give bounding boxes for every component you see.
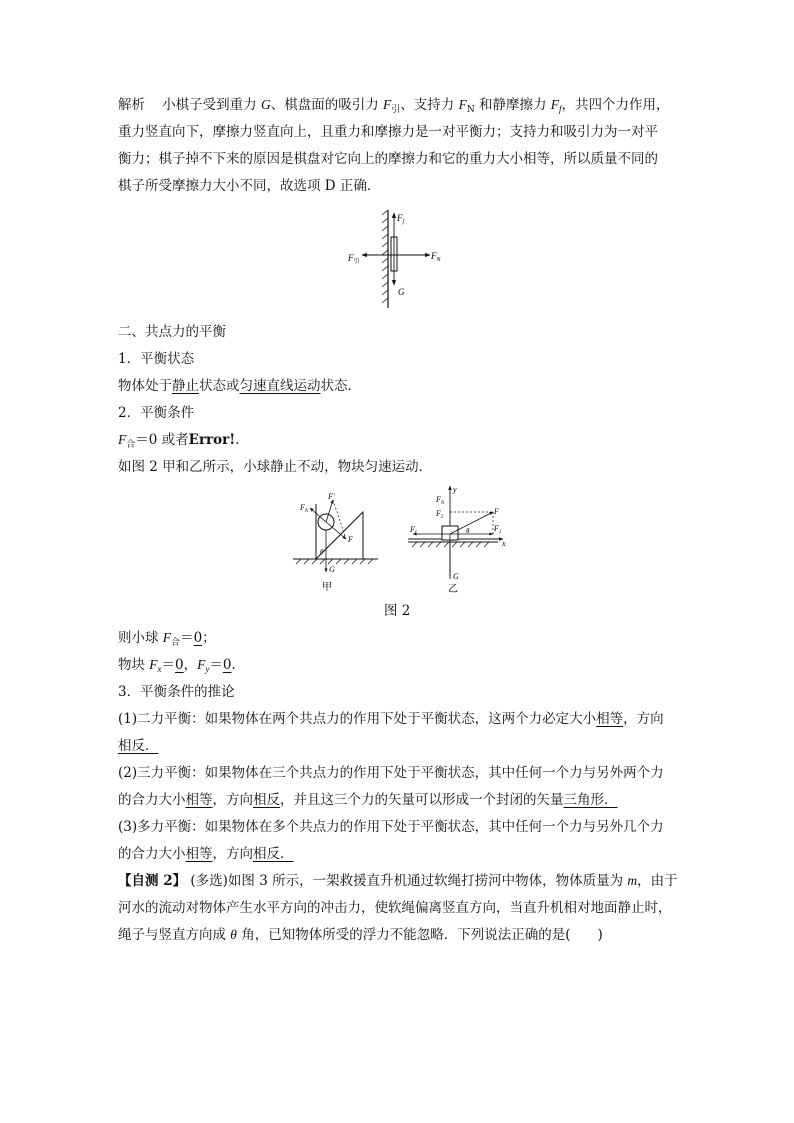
label-Fprime: F′ [328, 492, 335, 501]
subscript: 引 [391, 105, 401, 115]
text: (多选)如图 3 所示，一架救援直升机通过软绳打捞河中物体，物体质量为 [186, 873, 628, 889]
label-Fyin: $F_引$ [348, 253, 360, 265]
subscript: N [466, 105, 475, 115]
p3-item1-line1 [118, 709, 664, 729]
text: ＝0 或者 [135, 432, 189, 448]
subscript: 合 [126, 440, 136, 450]
text: ． [235, 432, 249, 448]
answer-zero: 0 [222, 657, 232, 673]
label-F2: $F_2$ [436, 509, 444, 520]
label-theta: θ [320, 548, 324, 556]
label-G: G [453, 572, 459, 581]
p1-title: 1．平衡状态 [118, 351, 195, 367]
answer-triangle: 三角形． [563, 792, 618, 808]
symbol-F: F [197, 657, 206, 672]
symbol-G: G [260, 97, 271, 112]
analysis-line-3: 衡力；棋子掉不下来的原因是棋盘对它向上的摩擦力和它的重力大小相等，所以质量不同的 [118, 151, 658, 167]
label-F: F [494, 507, 499, 516]
label-Ff: $F_f$ [397, 213, 405, 225]
text: 、棋盘面的吸引力 [270, 97, 384, 113]
p2-condition [118, 430, 249, 455]
label-FN: $F_N$ [436, 495, 445, 506]
answer-uniform-motion: 匀速直线运动 [239, 378, 321, 394]
text: 物块 [118, 657, 150, 673]
text: ，由于 [637, 873, 678, 889]
label-theta: θ [466, 527, 470, 535]
symbol-F: F [162, 630, 172, 645]
text: 的合力大小 [118, 846, 186, 862]
subscript: x [157, 664, 162, 674]
symbol-F: F [149, 657, 158, 672]
text: ， [183, 657, 198, 673]
symbol-F: F [458, 97, 467, 112]
label-x: x [502, 539, 506, 548]
error-text: Error! [188, 432, 236, 448]
selftest-line-1 [118, 871, 678, 891]
text: ，共四个力作用， [561, 97, 670, 113]
symbol-F: F [118, 432, 127, 447]
answer-opposite: 相反． [118, 738, 159, 754]
label-Ff: $F_f$ [410, 525, 417, 536]
text: (1)二力平衡：如果物体在两个共点力的作用下处于平衡状态，这两个力必定大小 [118, 711, 597, 727]
label-G: G [398, 287, 405, 297]
text: . [231, 657, 236, 673]
figure-2 [288, 484, 528, 604]
symbol-F: F [383, 97, 392, 112]
figure-yi [408, 485, 506, 595]
p3-item2-line1: (2)三力平衡：如果物体在三个共点力的作用下处于平衡状态，其中任何一个力与另外两个力 [118, 765, 664, 781]
text: ； [202, 630, 216, 646]
text: ，方向 [212, 792, 253, 808]
figure-chess-piece-forces [340, 205, 450, 315]
text: ＝ [161, 657, 176, 673]
answer-opposite: 相反． [253, 846, 294, 862]
text: ，方向 [212, 846, 253, 862]
label-y: y [453, 485, 457, 494]
figure-caption: 图 2 [384, 603, 411, 619]
force-F [450, 512, 493, 534]
subscript: 合 [171, 638, 181, 648]
text: ，并且这三个力的矢量可以形成一个封闭的矢量 [280, 792, 564, 808]
label-F: F [348, 535, 353, 544]
subscript: y [205, 664, 210, 674]
answer-zero: 0 [175, 657, 184, 673]
text: 和静摩擦力 [474, 97, 551, 113]
board-hatching [382, 210, 388, 303]
text: 则小球 [118, 630, 163, 646]
section-title: 二、共点力的平衡 [118, 324, 226, 340]
caption-yi: 乙 [448, 584, 458, 595]
p3-item3-line1: (3)多力平衡：如果物体在多个共点力的作用下处于平衡状态，其中任何一个力与另外几个力 [118, 819, 664, 835]
text: 绳子与竖直方向成 [118, 927, 231, 943]
caption-jia: 甲 [322, 582, 332, 593]
selftest-tag: 【自测 2】 [118, 873, 187, 889]
selftest-line-2: 河水的流动对物体产生水平方向的冲击力，使软绳偏离竖直方向，当直升机相对地面静止时， [118, 900, 672, 916]
subscript: f [559, 104, 562, 114]
text: 状态或 [199, 378, 240, 394]
answer-static: 静止 [172, 378, 199, 394]
text: 小棋子受到重力 [162, 97, 261, 113]
analysis-line-1 [118, 95, 670, 120]
p3-item2-line2 [118, 790, 618, 810]
answer-equal: 相等 [185, 846, 213, 862]
text: 角，已知物体所受的浮力不能忽略．下列说法正确的是( ) [236, 927, 603, 943]
symbol-m: m [627, 873, 638, 888]
analysis-line-2: 重力竖直向下，摩擦力竖直向上，且重力和摩擦力是一对平衡力；支持力和吸引力为一对平 [118, 124, 658, 140]
p3-item1-line2 [118, 736, 159, 756]
label-F1: $F_1$ [494, 524, 502, 535]
analysis-line-4: 棋子所受摩擦力大小不同，故选项 D 正确． [118, 178, 381, 194]
text: 的合力大小 [118, 792, 186, 808]
text: 物体处于 [118, 378, 172, 394]
p3-item3-line2 [118, 844, 294, 864]
p3-title: 3．平衡条件的推论 [118, 684, 235, 700]
answer-zero: 0 [193, 630, 203, 646]
text: ＝ [209, 657, 223, 673]
ball-result [118, 628, 216, 653]
text: ，方向 [623, 711, 664, 727]
label-FN: $F_N$ [300, 503, 309, 514]
answer-opposite: 相反 [253, 792, 280, 808]
text: 、支持力 [400, 97, 459, 113]
p2-title: 2．平衡条件 [118, 405, 195, 421]
answer-equal: 相等 [596, 711, 624, 727]
block-result [118, 655, 236, 679]
p2-example: 如图 2 甲和乙所示，小球静止不动，物块匀速运动． [118, 459, 433, 475]
selftest-line-3 [118, 925, 603, 945]
symbol-F: F [550, 97, 560, 112]
label-G: G [329, 565, 335, 574]
analysis-label: 解析 [118, 97, 145, 113]
answer-equal: 相等 [185, 792, 213, 808]
figure-jia [293, 492, 378, 593]
label-FN: $F_N$ [431, 251, 441, 263]
symbol-theta: θ [230, 927, 237, 942]
text: 状态． [320, 378, 361, 394]
p1-text [118, 376, 361, 396]
text: ＝ [180, 630, 194, 646]
